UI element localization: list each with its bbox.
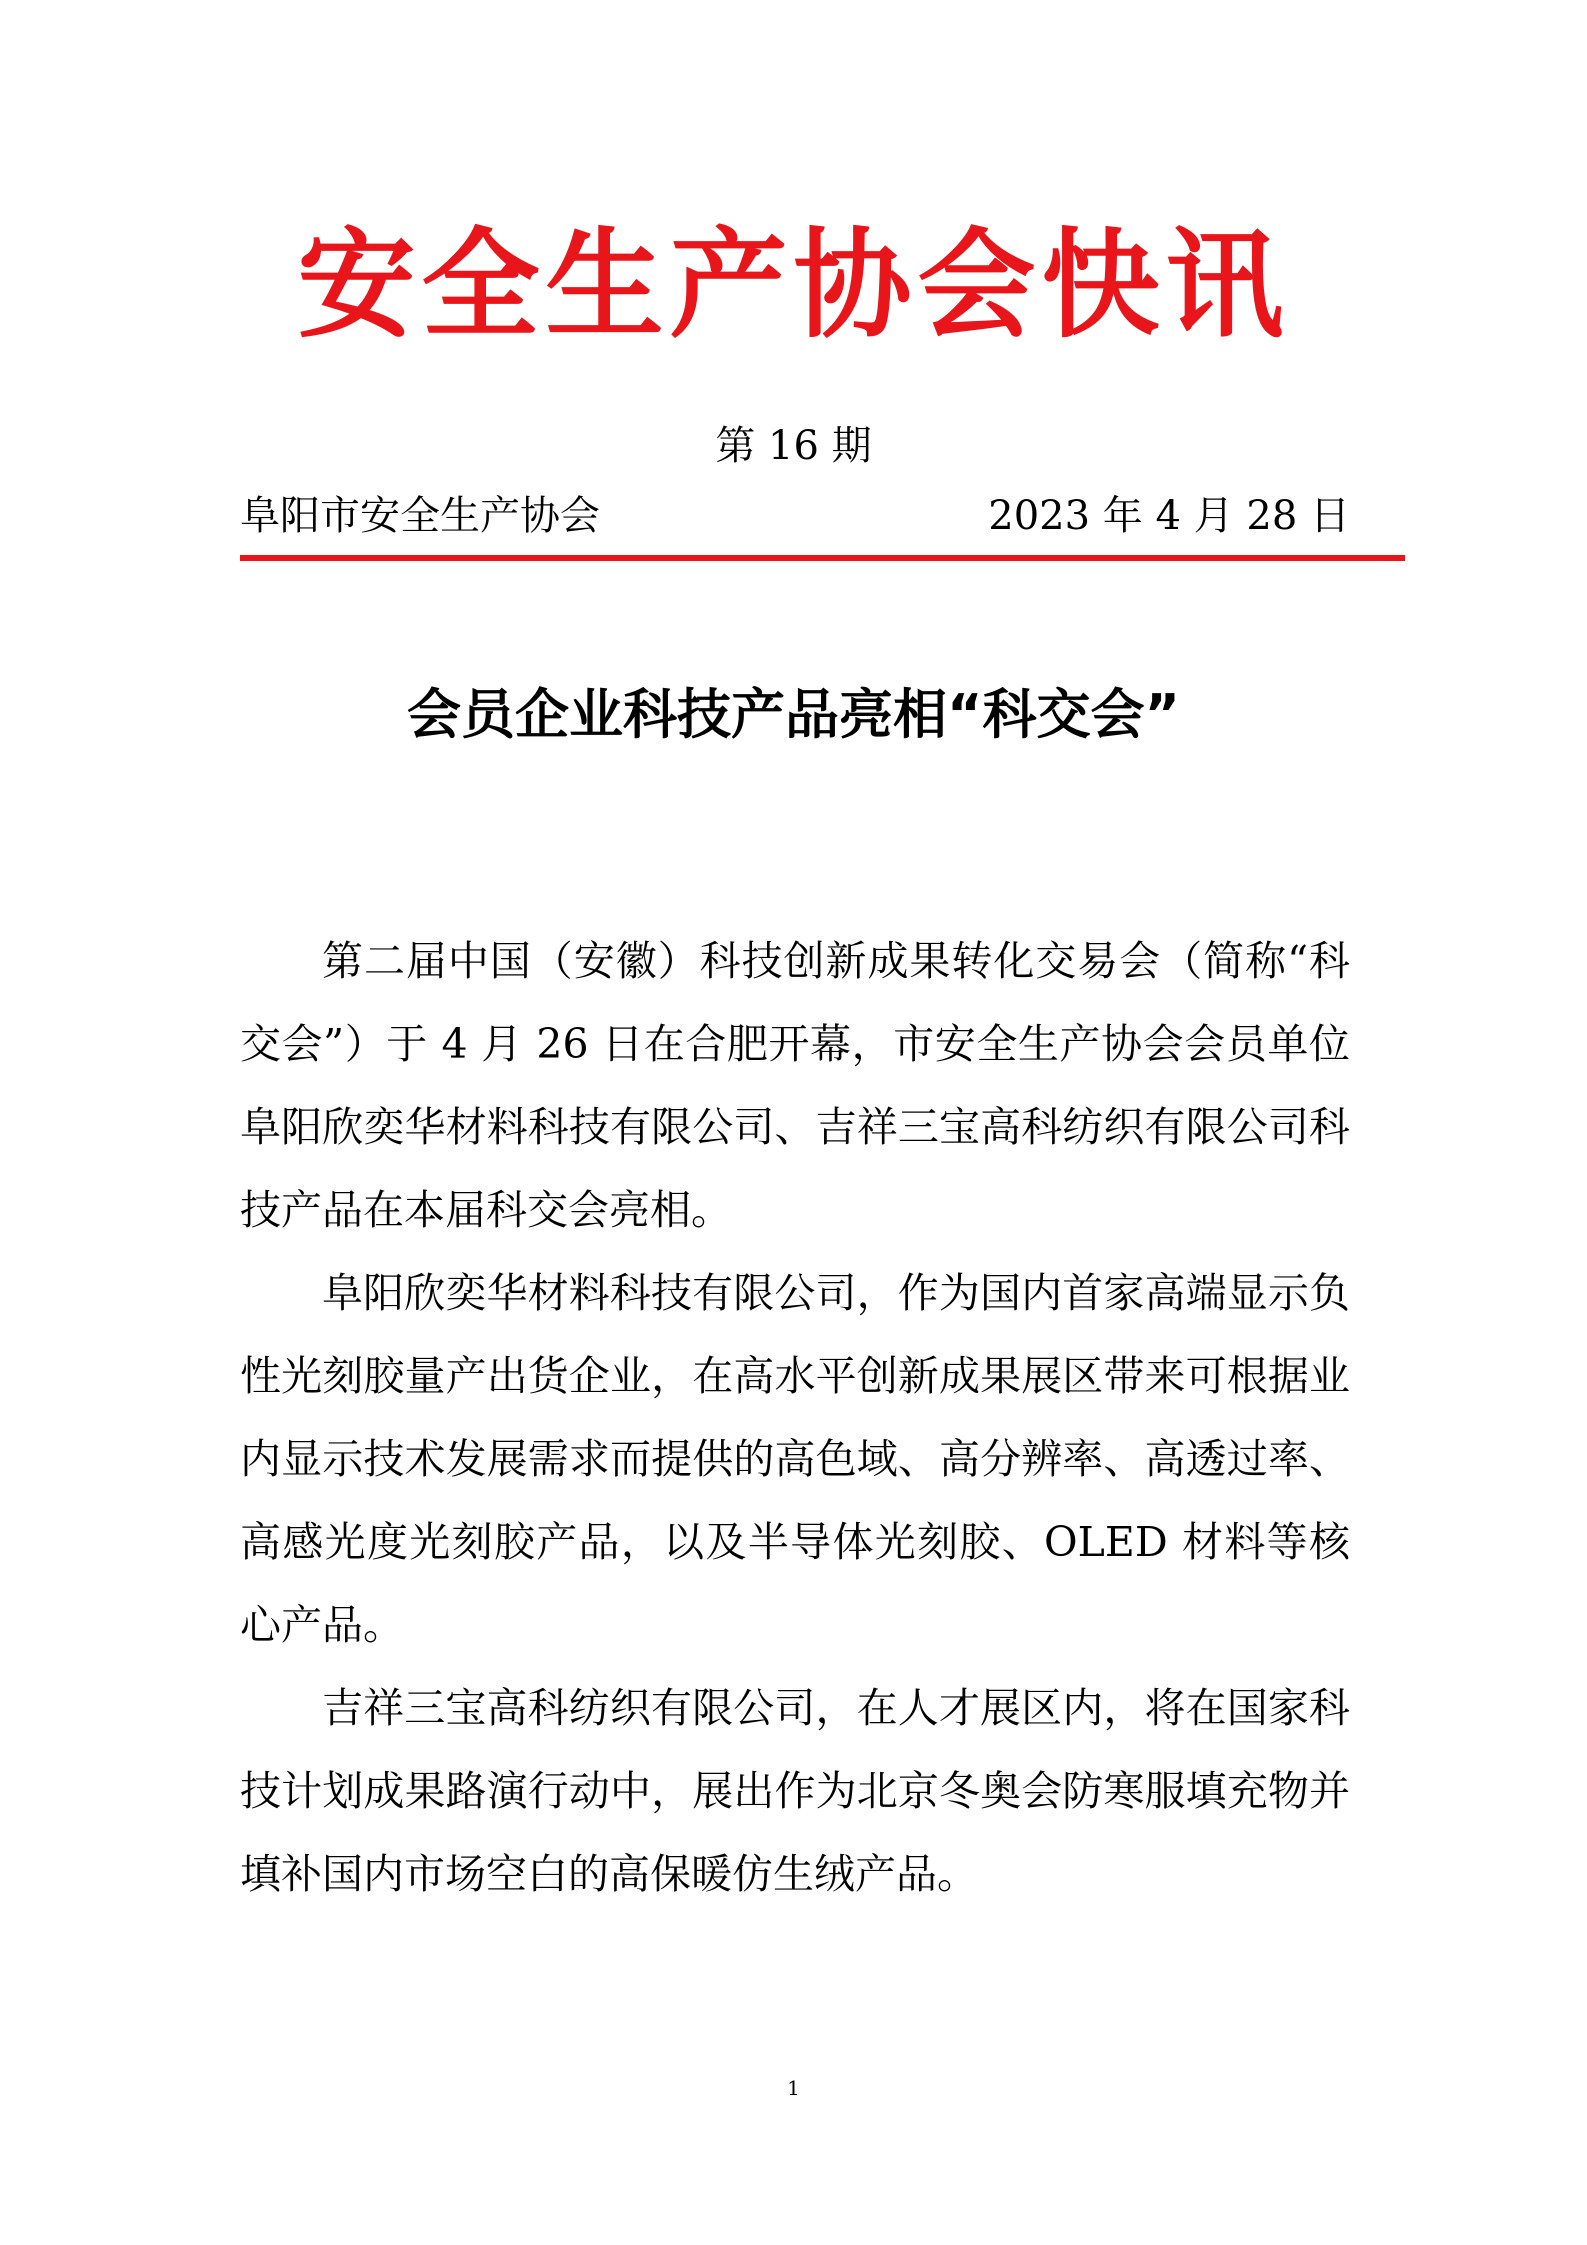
paragraph: 阜阳欣奕华材料科技有限公司，作为国内首家高端显示负性光刻胶量产出货企业，在高水平创新成果展区带来可根据业内显示技术发展需求而提供的高色域、高分辨率、高透过率、高感光度光刻胶产品，以及半导体光刻胶、OLED 材料等核心产品。 <box>240 1269 1350 1649</box>
paragraph: 吉祥三宝高科纺织有限公司，在人才展区内，将在国家科技计划成果路演行动中，展出作为北京冬奥会防寒服填充物并填补国内市场空白的高保暖仿生绒产品。 <box>240 1684 1350 1898</box>
article-title: 会员企业科技产品亮相“科交会” <box>407 683 1180 746</box>
article-body <box>240 920 1350 1916</box>
red-divider <box>240 555 1405 561</box>
page-number: 1 <box>787 2076 800 2100</box>
paragraph: 第二届中国（安徽）科技创新成果转化交易会（简称“科交会”）于 4 月 26 日在合肥开幕，市安全生产协会会员单位阜阳欣奕华材料科技有限公司、吉祥三宝高科纺织有限公司科技产品在本届科交会亮相。 <box>240 937 1350 1234</box>
publisher-line <box>240 490 1350 542</box>
publish-date: 2023 年 4 月 28 日 <box>988 493 1350 539</box>
masthead-title: 安全生产协会快讯 <box>297 216 1290 354</box>
publisher-name: 阜阳市安全生产协会 <box>240 493 600 539</box>
issue-number: 第 16 期 <box>715 423 872 469</box>
